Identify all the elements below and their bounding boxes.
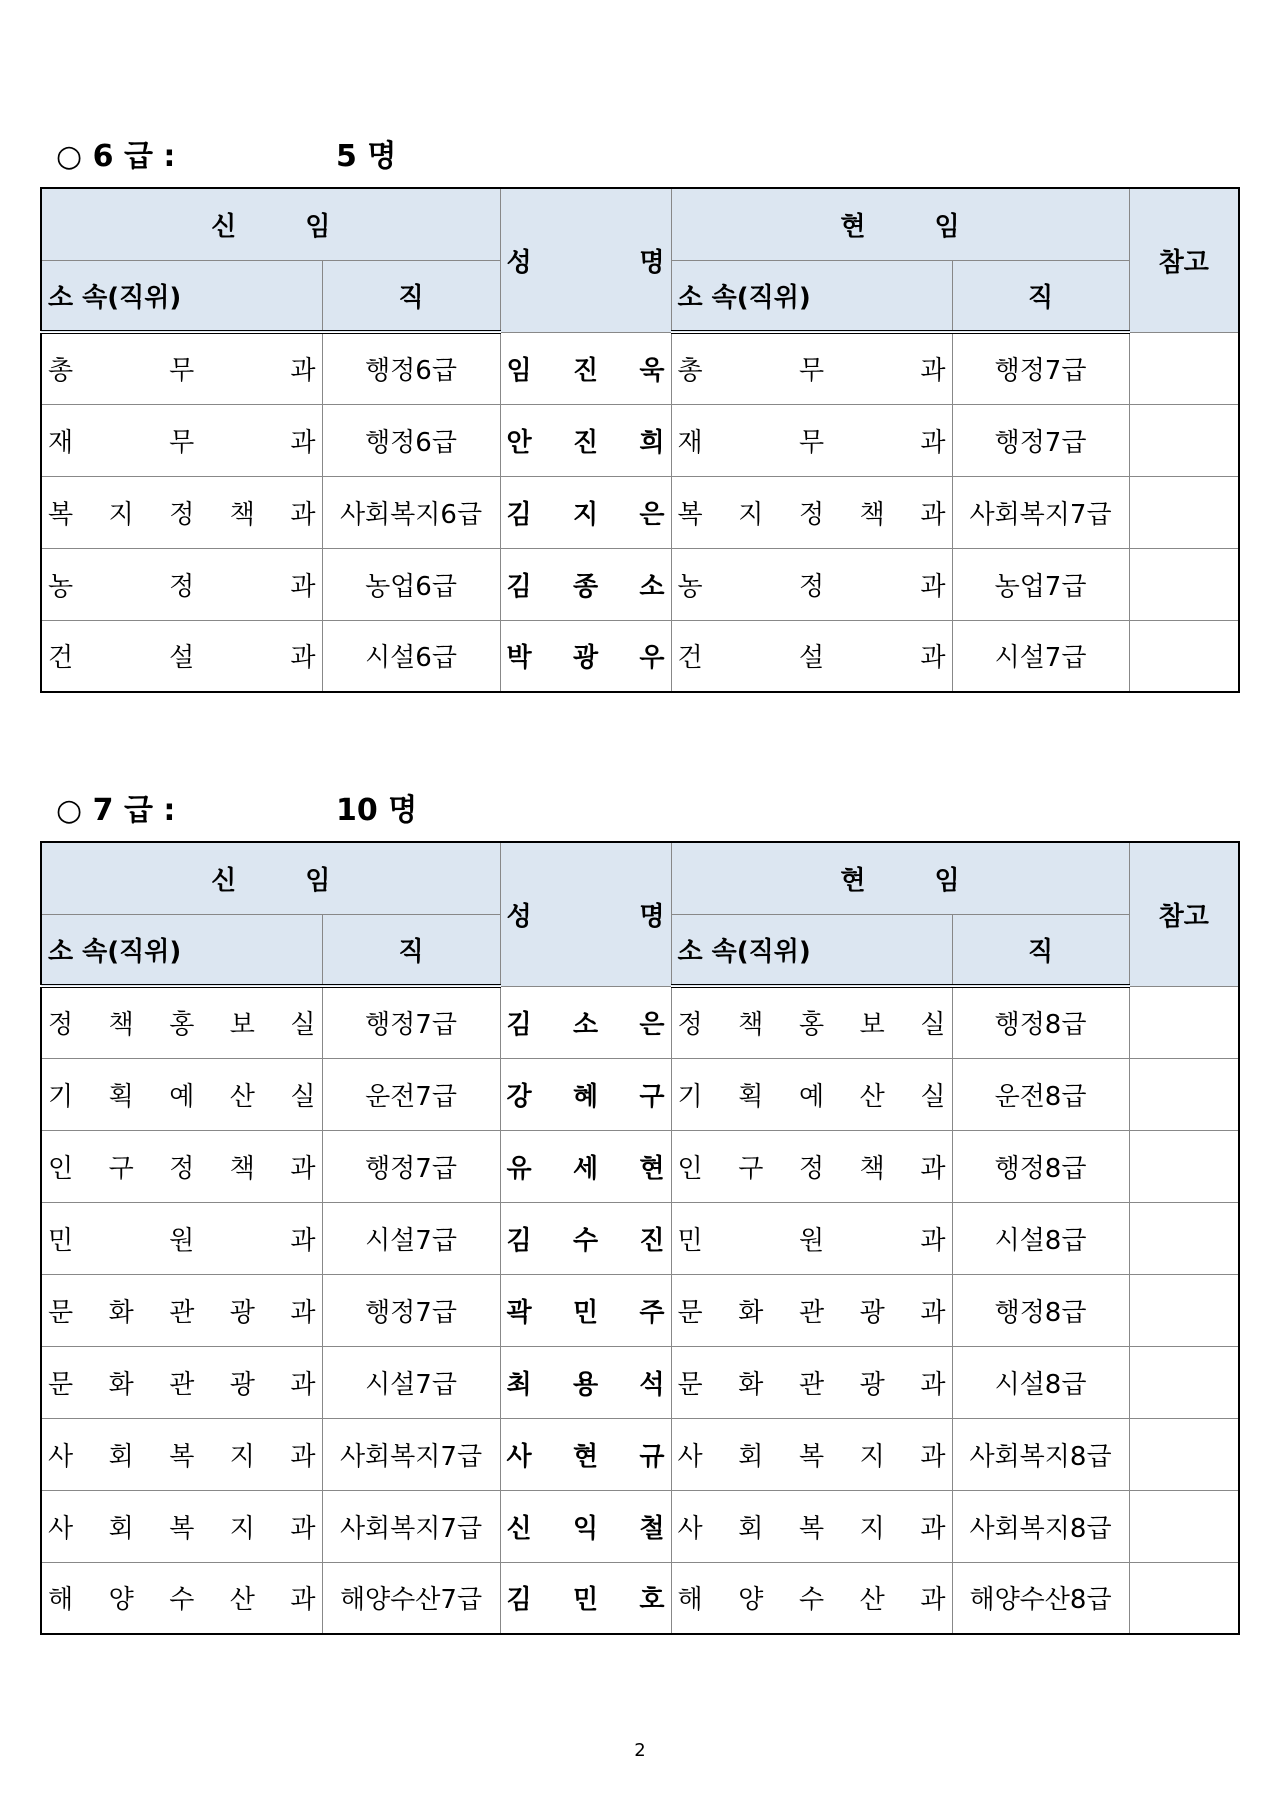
note-cell: [1129, 404, 1239, 476]
cur-rank: 행정7급: [952, 332, 1129, 404]
table-row: [41, 1130, 1239, 1202]
person-name: 임 진 욱: [500, 332, 671, 404]
cur-rank: 행정8급: [952, 1274, 1129, 1346]
note-cell: [1129, 1058, 1239, 1130]
new-rank: 사회복지7급: [322, 1490, 500, 1562]
new-rank: 행정7급: [322, 1274, 500, 1346]
cur-rank: 해양수산8급: [952, 1562, 1129, 1634]
note-cell: [1129, 1274, 1239, 1346]
note-cell: [1129, 476, 1239, 548]
header-name: 성 명: [500, 188, 671, 332]
cur-rank: 시설8급: [952, 1202, 1129, 1274]
note-cell: [1129, 1346, 1239, 1418]
header-new: 신 임: [41, 188, 500, 260]
section-title: [56, 785, 418, 829]
table-row: [41, 1274, 1239, 1346]
table-row: [41, 1346, 1239, 1418]
person-name: 유 세 현: [500, 1130, 671, 1202]
header-new: 신 임: [41, 842, 500, 914]
table-row: [41, 1490, 1239, 1562]
header-cur-dept: 소 속(직위): [671, 914, 952, 986]
new-rank: 운전7급: [322, 1058, 500, 1130]
person-name: 김 수 진: [500, 1202, 671, 1274]
table-row: [41, 1562, 1239, 1634]
new-rank: 행정6급: [322, 404, 500, 476]
cur-dept: 재 무 과: [671, 404, 952, 476]
page-number: 2: [634, 1740, 646, 1761]
note-cell: [1129, 1562, 1239, 1634]
new-rank: 시설7급: [322, 1346, 500, 1418]
cur-dept: 복 지 정 책 과: [671, 476, 952, 548]
person-name: 사 현 규: [500, 1418, 671, 1490]
table-row: [41, 404, 1239, 476]
table-row: [41, 620, 1239, 692]
cur-dept: 기 획 예 산 실: [671, 1058, 952, 1130]
table-row: [41, 986, 1239, 1058]
cur-rank: 운전8급: [952, 1058, 1129, 1130]
table-row: [41, 1058, 1239, 1130]
new-dept: 해 양 수 산 과: [41, 1562, 322, 1634]
cur-dept: 정 책 홍 보 실: [671, 986, 952, 1058]
cur-rank: 사회복지8급: [952, 1490, 1129, 1562]
new-dept: 민 원 과: [41, 1202, 322, 1274]
new-rank: 시설6급: [322, 620, 500, 692]
person-name: 김 민 호: [500, 1562, 671, 1634]
cur-rank: 행정8급: [952, 986, 1129, 1058]
new-rank: 해양수산7급: [322, 1562, 500, 1634]
new-dept: 재 무 과: [41, 404, 322, 476]
grade-label: ○ 6 급 :: [56, 139, 176, 174]
cur-dept: 문 화 관 광 과: [671, 1346, 952, 1418]
header-new-rank: 직: [322, 914, 500, 986]
note-cell: [1129, 620, 1239, 692]
cur-dept: 사 회 복 지 과: [671, 1490, 952, 1562]
new-dept: 사 회 복 지 과: [41, 1418, 322, 1490]
headcount: 10 명: [336, 793, 418, 828]
cur-dept: 문 화 관 광 과: [671, 1274, 952, 1346]
note-cell: [1129, 986, 1239, 1058]
person-name: 신 익 철: [500, 1490, 671, 1562]
new-rank: 사회복지6급: [322, 476, 500, 548]
header-note: 참고: [1129, 188, 1239, 332]
header-name: 성 명: [500, 842, 671, 986]
new-dept: 복 지 정 책 과: [41, 476, 322, 548]
person-name: 박 광 우: [500, 620, 671, 692]
header-cur-dept: 소 속(직위): [671, 260, 952, 332]
note-cell: [1129, 548, 1239, 620]
table-row: [41, 548, 1239, 620]
section-title: [56, 131, 397, 175]
header-cur-rank: 직: [952, 914, 1129, 986]
cur-rank: 사회복지7급: [952, 476, 1129, 548]
headcount: 5 명: [336, 139, 397, 174]
header-new-dept: 소 속(직위): [41, 260, 322, 332]
grade-label: ○ 7 급 :: [56, 793, 176, 828]
table-row: [41, 476, 1239, 548]
table-row: [41, 1202, 1239, 1274]
header-note: 참고: [1129, 842, 1239, 986]
header-new-dept: 소 속(직위): [41, 914, 322, 986]
new-rank: 행정6급: [322, 332, 500, 404]
note-cell: [1129, 1130, 1239, 1202]
cur-dept: 인 구 정 책 과: [671, 1130, 952, 1202]
new-rank: 사회복지7급: [322, 1418, 500, 1490]
new-rank: 농업6급: [322, 548, 500, 620]
cur-rank: 농업7급: [952, 548, 1129, 620]
personnel-table: [40, 841, 1240, 1635]
cur-rank: 행정7급: [952, 404, 1129, 476]
header-current: 현 임: [671, 842, 1129, 914]
new-dept: 건 설 과: [41, 620, 322, 692]
note-cell: [1129, 332, 1239, 404]
new-dept: 문 화 관 광 과: [41, 1346, 322, 1418]
cur-dept: 사 회 복 지 과: [671, 1418, 952, 1490]
note-cell: [1129, 1490, 1239, 1562]
person-name: 안 진 희: [500, 404, 671, 476]
new-rank: 행정7급: [322, 986, 500, 1058]
new-dept: 정 책 홍 보 실: [41, 986, 322, 1058]
cur-dept: 총 무 과: [671, 332, 952, 404]
cur-rank: 시설7급: [952, 620, 1129, 692]
person-name: 곽 민 주: [500, 1274, 671, 1346]
note-cell: [1129, 1418, 1239, 1490]
person-name: 김 소 은: [500, 986, 671, 1058]
cur-dept: 민 원 과: [671, 1202, 952, 1274]
new-dept: 사 회 복 지 과: [41, 1490, 322, 1562]
cur-rank: 시설8급: [952, 1346, 1129, 1418]
cur-dept: 농 정 과: [671, 548, 952, 620]
person-name: 최 용 석: [500, 1346, 671, 1418]
new-dept: 문 화 관 광 과: [41, 1274, 322, 1346]
header-cur-rank: 직: [952, 260, 1129, 332]
cur-rank: 행정8급: [952, 1130, 1129, 1202]
table-row: [41, 332, 1239, 404]
person-name: 김 지 은: [500, 476, 671, 548]
personnel-table: [40, 187, 1240, 693]
cur-dept: 건 설 과: [671, 620, 952, 692]
cur-rank: 사회복지8급: [952, 1418, 1129, 1490]
new-rank: 시설7급: [322, 1202, 500, 1274]
new-rank: 행정7급: [322, 1130, 500, 1202]
new-dept: 인 구 정 책 과: [41, 1130, 322, 1202]
cur-dept: 해 양 수 산 과: [671, 1562, 952, 1634]
new-dept: 농 정 과: [41, 548, 322, 620]
person-name: 김 종 소: [500, 548, 671, 620]
new-dept: 총 무 과: [41, 332, 322, 404]
note-cell: [1129, 1202, 1239, 1274]
header-new-rank: 직: [322, 260, 500, 332]
person-name: 강 혜 구: [500, 1058, 671, 1130]
table-row: [41, 1418, 1239, 1490]
new-dept: 기 획 예 산 실: [41, 1058, 322, 1130]
header-current: 현 임: [671, 188, 1129, 260]
